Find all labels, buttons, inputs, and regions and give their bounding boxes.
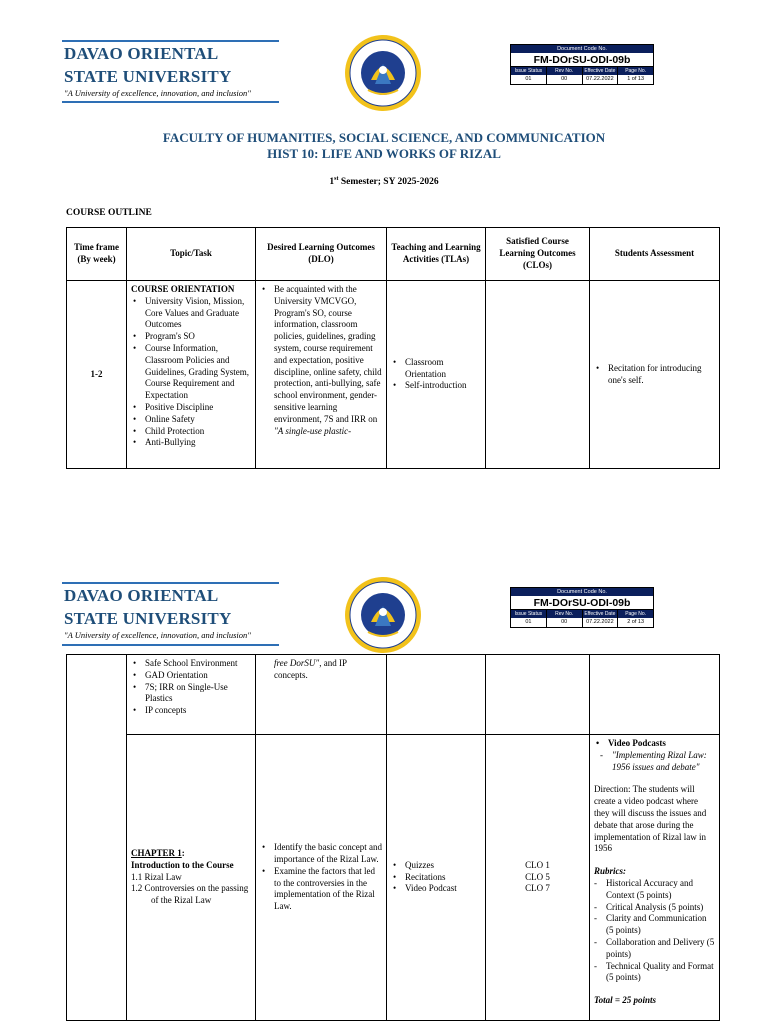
tla-list bbox=[391, 860, 481, 895]
topic-item: • 7S; IRR on Single-Use Plastics bbox=[131, 682, 251, 706]
doc-code-label: Document Code No. bbox=[511, 45, 653, 53]
university-motto: "A University of excellence, innovation, and inclusion" bbox=[64, 88, 251, 98]
university-name-line1: DAVAO ORIENTAL bbox=[64, 44, 219, 63]
page-no: 2 of 13 bbox=[627, 619, 645, 625]
rev-no: 00 bbox=[547, 618, 583, 627]
clo-cell bbox=[486, 655, 590, 735]
rubric-item: - Technical Quality and Format (5 points) bbox=[592, 961, 715, 985]
col-header-dlo: Desired Learning Outcomes (DLO) bbox=[256, 228, 387, 281]
rubrics-total: Total = 25 points bbox=[594, 995, 657, 1006]
clo-item: CLO 7 bbox=[525, 883, 550, 894]
col-header-timeframe: Time frame (By week) bbox=[67, 228, 127, 281]
issue-status-label: Issue Status bbox=[511, 67, 547, 75]
chapter-items bbox=[131, 872, 251, 907]
doc-code-label: Document Code No. bbox=[511, 588, 653, 596]
topic-list bbox=[131, 296, 251, 449]
assessment-item: • Recitation for introducing one's self. bbox=[594, 363, 715, 387]
university-name-line2: STATE UNIVERSITY bbox=[64, 67, 232, 86]
dlo-item: • Be acquainted with the University VMCVGO, Program's SO, course information, classroom policies, guidelines, grading system, course requirement and expectation, positive discipline, online safety, child protection, anti-bullying, safe school environment, gender-sensitive learning environment, 7S and IRR on "A single-use plastic- bbox=[260, 284, 382, 437]
course-title: HIST 10: LIFE AND WORKS OF RIZAL bbox=[267, 146, 501, 161]
assessment-title: • Video Podcasts bbox=[594, 738, 715, 750]
university-motto: "A University of excellence, innovation, and inclusion" bbox=[64, 630, 251, 640]
chapter-item: 1.2 Controversies on the passing of the Rizal Law bbox=[131, 883, 249, 906]
semester-line: 1st Semester; SY 2025-2026 bbox=[329, 176, 439, 188]
rev-no-label: Rev No. bbox=[547, 67, 583, 75]
col-header-topic: Topic/Task bbox=[127, 228, 256, 281]
tla-item: • Self-introduction bbox=[391, 380, 481, 392]
faculty-name: FACULTY OF HUMANITIES, SOCIAL SCIENCE, AND COMMUNICATION bbox=[162, 130, 606, 145]
effective-date: 07.22.2022 bbox=[583, 75, 619, 84]
clo-item: CLO 1 bbox=[525, 859, 550, 870]
col-header-clos: Satisfied Course Learning Outcomes (CLOs) bbox=[486, 228, 590, 281]
tla-item: • Classroom Orientation bbox=[391, 357, 481, 381]
assessment-cell bbox=[590, 735, 720, 1021]
doc-code: FM-DOrSU-ODI-09b bbox=[511, 53, 653, 67]
chapter-title: Introduction to the Course bbox=[131, 859, 234, 870]
dlo-item: • Examine the factors that led to the controversies in the implementation of the Rizal Law. bbox=[260, 866, 382, 913]
tla-cell bbox=[387, 281, 486, 469]
university-seal-icon bbox=[344, 34, 422, 112]
university-seal-icon bbox=[344, 576, 422, 654]
university-name-line1: DAVAO ORIENTAL bbox=[64, 586, 219, 605]
week-cell: 1-2 bbox=[67, 281, 127, 469]
tla-list bbox=[391, 357, 481, 392]
topic-item: • Positive Discipline bbox=[131, 402, 251, 414]
topic-item: • Anti-Bullying bbox=[131, 437, 251, 449]
document-page-1 bbox=[0, 0, 768, 500]
topic-item: • Course Information, Classroom Policies and Guidelines, Grading System, Course Requirement and Expectation bbox=[131, 343, 251, 402]
rubric-item: - Critical Analysis (5 points) bbox=[592, 902, 715, 914]
chapter-heading: CHAPTER 1: bbox=[131, 848, 185, 858]
topic-item: • GAD Orientation bbox=[131, 670, 251, 682]
topic-item: • Program's SO bbox=[131, 331, 251, 343]
course-outline-title: COURSE OUTLINE bbox=[66, 208, 152, 218]
page-no: 1 of 13 bbox=[627, 76, 645, 82]
course-outline-table-continued bbox=[66, 654, 720, 1021]
table-row bbox=[67, 281, 720, 469]
rubrics-label: Rubrics: bbox=[594, 866, 627, 877]
rev-no-label: Rev No. bbox=[547, 610, 583, 618]
rubric-item: - Collaboration and Delivery (5 points) bbox=[592, 937, 715, 961]
tla-item: • Video Podcast bbox=[391, 883, 481, 895]
topic-item: • Safe School Environment bbox=[131, 658, 251, 670]
rubric-item: - Clarity and Communication (5 points) bbox=[592, 913, 715, 937]
topic-item: • IP concepts bbox=[131, 705, 251, 717]
table-header-row bbox=[67, 228, 720, 281]
issue-status-label: Issue Status bbox=[511, 610, 547, 618]
col-header-assessment: Students Assessment bbox=[590, 228, 720, 281]
tla-item: • Quizzes bbox=[391, 860, 481, 872]
topic-cell bbox=[127, 281, 256, 469]
effective-date-label: Effective Date bbox=[583, 610, 619, 618]
dlo-cell bbox=[256, 281, 387, 469]
rubric-item: - Historical Accuracy and Context (5 points) bbox=[592, 878, 715, 902]
header-rule-bottom bbox=[62, 101, 279, 103]
dlo-list bbox=[260, 842, 382, 913]
issue-status: 01 bbox=[511, 75, 547, 84]
dlo-item: • Identify the basic concept and importance of the Rizal Law. bbox=[260, 842, 382, 866]
assessment-subtitle: - "Implementing Rizal Law: 1956 issues and debate" bbox=[598, 750, 715, 774]
table-row bbox=[67, 655, 720, 735]
assessment-cell bbox=[590, 655, 720, 735]
clo-item: CLO 5 bbox=[525, 871, 550, 882]
faculty-heading bbox=[0, 130, 768, 162]
document-page-2 bbox=[0, 570, 768, 1024]
col-header-tlas: Teaching and Learning Activities (TLAs) bbox=[387, 228, 486, 281]
issue-status: 01 bbox=[511, 618, 547, 627]
clo-cell bbox=[486, 281, 590, 469]
tla-cell bbox=[387, 655, 486, 735]
table-row bbox=[67, 735, 720, 1021]
week-cell bbox=[67, 655, 127, 1021]
course-outline-table bbox=[66, 227, 720, 469]
topic-item: • University Vision, Mission, Core Values and Graduate Outcomes bbox=[131, 296, 251, 331]
dlo-cell: free DorSU", and IP concepts. bbox=[256, 655, 387, 735]
effective-date-label: Effective Date bbox=[583, 67, 619, 75]
document-control-box bbox=[510, 587, 654, 628]
effective-date: 07.22.2022 bbox=[583, 618, 619, 627]
tla-cell bbox=[387, 735, 486, 1021]
university-name-line2: STATE UNIVERSITY bbox=[64, 609, 232, 628]
assessment-direction: Direction: The students will create a video podcast where they will discuss the issues and debate that arose during the implementation of Rizal law in 1956 bbox=[594, 784, 707, 854]
topic-title: COURSE ORIENTATION bbox=[131, 284, 235, 294]
topic-cell bbox=[127, 735, 256, 1021]
page-no-label: Page No. bbox=[625, 611, 647, 617]
document-control-box bbox=[510, 44, 654, 85]
topic-item: • Child Protection bbox=[131, 426, 251, 438]
topic-item: • Online Safety bbox=[131, 414, 251, 426]
assessment-cell bbox=[590, 281, 720, 469]
assessment-list bbox=[594, 363, 715, 387]
header-rule-bottom bbox=[62, 644, 279, 646]
clo-list bbox=[490, 860, 585, 895]
page-no-label: Page No. bbox=[625, 68, 647, 74]
rev-no: 00 bbox=[547, 75, 583, 84]
chapter-item: 1.1 Rizal Law bbox=[131, 871, 182, 882]
clo-cell bbox=[486, 735, 590, 1021]
doc-code: FM-DOrSU-ODI-09b bbox=[511, 596, 653, 610]
tla-item: • Recitations bbox=[391, 872, 481, 884]
topic-list bbox=[131, 658, 251, 717]
topic-cell bbox=[127, 655, 256, 735]
rubrics-list bbox=[592, 878, 715, 984]
dlo-cell bbox=[256, 735, 387, 1021]
